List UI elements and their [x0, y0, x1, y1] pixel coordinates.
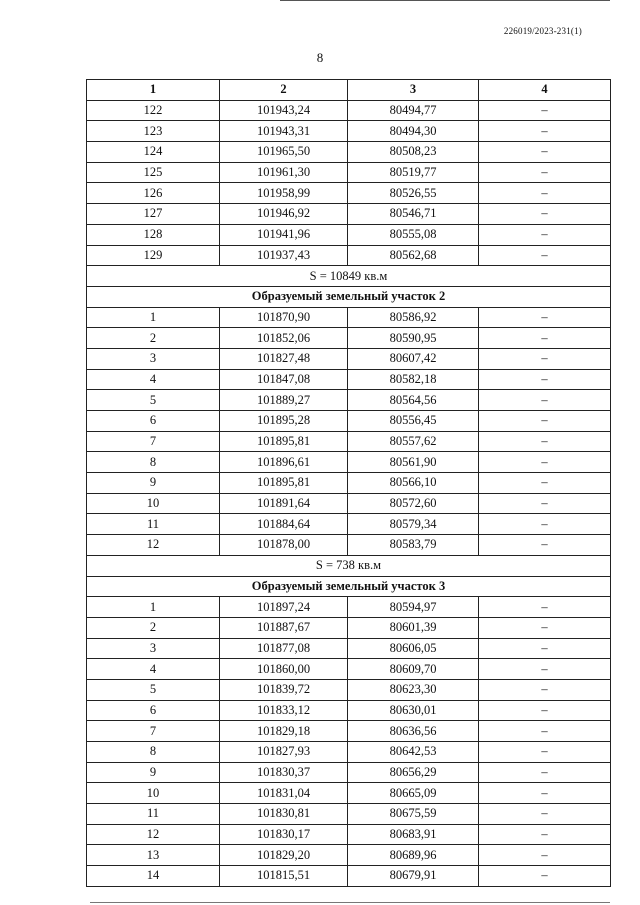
- x-coordinate-cell: 101877,08: [220, 638, 348, 659]
- x-coordinate-cell: 101830,81: [220, 804, 348, 825]
- table-row: [87, 679, 611, 700]
- note-cell: –: [479, 845, 611, 866]
- document-number: 226019/2023-231(1): [503, 26, 582, 36]
- y-coordinate-cell: 80557,62: [348, 431, 479, 452]
- x-coordinate-cell: 101827,48: [220, 348, 348, 369]
- x-coordinate-cell: 101878,00: [220, 535, 348, 556]
- point-number-cell: 5: [87, 679, 220, 700]
- note-cell: –: [479, 348, 611, 369]
- point-number-cell: 127: [87, 204, 220, 225]
- x-coordinate-cell: 101831,04: [220, 783, 348, 804]
- note-cell: –: [479, 224, 611, 245]
- header-col-2: 2: [220, 80, 348, 101]
- y-coordinate-cell: 80582,18: [348, 369, 479, 390]
- table-header-row: [87, 80, 611, 101]
- table-row: [87, 121, 611, 142]
- point-number-cell: 12: [87, 535, 220, 556]
- bottom-rule: [90, 902, 610, 903]
- point-number-cell: 1: [87, 597, 220, 618]
- point-number-cell: 126: [87, 183, 220, 204]
- table-row: [87, 224, 611, 245]
- note-cell: –: [479, 411, 611, 432]
- note-cell: –: [479, 638, 611, 659]
- y-coordinate-cell: 80683,91: [348, 824, 479, 845]
- x-coordinate-cell: 101891,64: [220, 493, 348, 514]
- note-cell: –: [479, 390, 611, 411]
- x-coordinate-cell: 101941,96: [220, 224, 348, 245]
- x-coordinate-cell: 101839,72: [220, 679, 348, 700]
- point-number-cell: 2: [87, 328, 220, 349]
- note-cell: –: [479, 597, 611, 618]
- point-number-cell: 8: [87, 452, 220, 473]
- note-cell: –: [479, 742, 611, 763]
- table-row: [87, 721, 611, 742]
- y-coordinate-cell: 80583,79: [348, 535, 479, 556]
- point-number-cell: 10: [87, 783, 220, 804]
- point-number-cell: 122: [87, 100, 220, 121]
- table-row: [87, 245, 611, 266]
- table-row: [87, 783, 611, 804]
- x-coordinate-cell: 101943,31: [220, 121, 348, 142]
- y-coordinate-cell: 80561,90: [348, 452, 479, 473]
- table-row: [87, 142, 611, 163]
- note-cell: –: [479, 783, 611, 804]
- note-cell: –: [479, 473, 611, 494]
- point-number-cell: 3: [87, 348, 220, 369]
- table-row: [87, 762, 611, 783]
- point-number-cell: 4: [87, 659, 220, 680]
- point-number-cell: 1: [87, 307, 220, 328]
- note-cell: –: [479, 535, 611, 556]
- x-coordinate-cell: 101847,08: [220, 369, 348, 390]
- area-total-row: [87, 555, 611, 576]
- table-row: [87, 162, 611, 183]
- point-number-cell: 12: [87, 824, 220, 845]
- y-coordinate-cell: 80642,53: [348, 742, 479, 763]
- note-cell: –: [479, 659, 611, 680]
- x-coordinate-cell: 101895,28: [220, 411, 348, 432]
- x-coordinate-cell: 101895,81: [220, 431, 348, 452]
- table-row: [87, 431, 611, 452]
- table-row: [87, 204, 611, 225]
- point-number-cell: 14: [87, 866, 220, 887]
- y-coordinate-cell: 80546,71: [348, 204, 479, 225]
- table-row: [87, 514, 611, 535]
- x-coordinate-cell: 101958,99: [220, 183, 348, 204]
- y-coordinate-cell: 80564,56: [348, 390, 479, 411]
- point-number-cell: 124: [87, 142, 220, 163]
- table-row: [87, 742, 611, 763]
- note-cell: –: [479, 183, 611, 204]
- table-row: [87, 597, 611, 618]
- note-cell: –: [479, 679, 611, 700]
- table-row: [87, 369, 611, 390]
- table-row: [87, 493, 611, 514]
- x-coordinate-cell: 101895,81: [220, 473, 348, 494]
- note-cell: –: [479, 307, 611, 328]
- x-coordinate-cell: 101829,20: [220, 845, 348, 866]
- x-coordinate-cell: 101884,64: [220, 514, 348, 535]
- note-cell: –: [479, 369, 611, 390]
- note-cell: –: [479, 328, 611, 349]
- y-coordinate-cell: 80665,09: [348, 783, 479, 804]
- y-coordinate-cell: 80586,92: [348, 307, 479, 328]
- table-row: [87, 307, 611, 328]
- y-coordinate-cell: 80494,30: [348, 121, 479, 142]
- note-cell: –: [479, 721, 611, 742]
- table-row: [87, 804, 611, 825]
- area-total: S = 10849 кв.м: [87, 266, 611, 287]
- note-cell: –: [479, 514, 611, 535]
- table-row: [87, 866, 611, 887]
- note-cell: –: [479, 142, 611, 163]
- page-number: 8: [316, 50, 324, 65]
- note-cell: –: [479, 824, 611, 845]
- point-number-cell: 4: [87, 369, 220, 390]
- x-coordinate-cell: 101870,90: [220, 307, 348, 328]
- table-row: [87, 824, 611, 845]
- x-coordinate-cell: 101965,50: [220, 142, 348, 163]
- note-cell: –: [479, 762, 611, 783]
- y-coordinate-cell: 80675,59: [348, 804, 479, 825]
- y-coordinate-cell: 80607,42: [348, 348, 479, 369]
- y-coordinate-cell: 80579,34: [348, 514, 479, 535]
- point-number-cell: 7: [87, 431, 220, 452]
- note-cell: –: [479, 431, 611, 452]
- x-coordinate-cell: 101961,30: [220, 162, 348, 183]
- y-coordinate-cell: 80590,95: [348, 328, 479, 349]
- point-number-cell: 8: [87, 742, 220, 763]
- table-row: [87, 328, 611, 349]
- note-cell: –: [479, 121, 611, 142]
- y-coordinate-cell: 80566,10: [348, 473, 479, 494]
- x-coordinate-cell: 101896,61: [220, 452, 348, 473]
- table-row: [87, 183, 611, 204]
- y-coordinate-cell: 80526,55: [348, 183, 479, 204]
- point-number-cell: 3: [87, 638, 220, 659]
- coordinates-table: [86, 79, 611, 887]
- table-row: [87, 845, 611, 866]
- point-number-cell: 129: [87, 245, 220, 266]
- table-row: [87, 100, 611, 121]
- y-coordinate-cell: 80562,68: [348, 245, 479, 266]
- area-total-row: [87, 266, 611, 287]
- y-coordinate-cell: 80494,77: [348, 100, 479, 121]
- section-title: Образуемый земельный участок 2: [87, 286, 611, 307]
- table-row: [87, 617, 611, 638]
- point-number-cell: 9: [87, 762, 220, 783]
- point-number-cell: 7: [87, 721, 220, 742]
- table-row: [87, 638, 611, 659]
- x-coordinate-cell: 101887,67: [220, 617, 348, 638]
- note-cell: –: [479, 452, 611, 473]
- note-cell: –: [479, 204, 611, 225]
- x-coordinate-cell: 101860,00: [220, 659, 348, 680]
- point-number-cell: 11: [87, 804, 220, 825]
- y-coordinate-cell: 80636,56: [348, 721, 479, 742]
- x-coordinate-cell: 101830,17: [220, 824, 348, 845]
- y-coordinate-cell: 80556,45: [348, 411, 479, 432]
- point-number-cell: 125: [87, 162, 220, 183]
- y-coordinate-cell: 80594,97: [348, 597, 479, 618]
- table-row: [87, 452, 611, 473]
- y-coordinate-cell: 80689,96: [348, 845, 479, 866]
- table-row: [87, 700, 611, 721]
- point-number-cell: 9: [87, 473, 220, 494]
- x-coordinate-cell: 101889,27: [220, 390, 348, 411]
- y-coordinate-cell: 80623,30: [348, 679, 479, 700]
- header-col-3: 3: [348, 80, 479, 101]
- x-coordinate-cell: 101943,24: [220, 100, 348, 121]
- note-cell: –: [479, 700, 611, 721]
- y-coordinate-cell: 80609,70: [348, 659, 479, 680]
- table-row: [87, 535, 611, 556]
- table-body: [87, 100, 611, 886]
- note-cell: –: [479, 162, 611, 183]
- header-col-4: 4: [479, 80, 611, 101]
- table-row: [87, 473, 611, 494]
- table-row: [87, 659, 611, 680]
- note-cell: –: [479, 245, 611, 266]
- x-coordinate-cell: 101815,51: [220, 866, 348, 887]
- point-number-cell: 2: [87, 617, 220, 638]
- top-rule: [280, 0, 610, 1]
- point-number-cell: 6: [87, 700, 220, 721]
- note-cell: –: [479, 804, 611, 825]
- y-coordinate-cell: 80519,77: [348, 162, 479, 183]
- y-coordinate-cell: 80601,39: [348, 617, 479, 638]
- section-title-row: [87, 576, 611, 597]
- y-coordinate-cell: 80656,29: [348, 762, 479, 783]
- y-coordinate-cell: 80572,60: [348, 493, 479, 514]
- x-coordinate-cell: 101852,06: [220, 328, 348, 349]
- table-row: [87, 390, 611, 411]
- note-cell: –: [479, 866, 611, 887]
- y-coordinate-cell: 80555,08: [348, 224, 479, 245]
- point-number-cell: 5: [87, 390, 220, 411]
- point-number-cell: 128: [87, 224, 220, 245]
- table-row: [87, 348, 611, 369]
- point-number-cell: 10: [87, 493, 220, 514]
- y-coordinate-cell: 80630,01: [348, 700, 479, 721]
- x-coordinate-cell: 101827,93: [220, 742, 348, 763]
- point-number-cell: 123: [87, 121, 220, 142]
- note-cell: –: [479, 493, 611, 514]
- point-number-cell: 11: [87, 514, 220, 535]
- point-number-cell: 13: [87, 845, 220, 866]
- table-row: [87, 411, 611, 432]
- x-coordinate-cell: 101830,37: [220, 762, 348, 783]
- section-title-row: [87, 286, 611, 307]
- y-coordinate-cell: 80679,91: [348, 866, 479, 887]
- note-cell: –: [479, 617, 611, 638]
- x-coordinate-cell: 101937,43: [220, 245, 348, 266]
- header-col-1: 1: [87, 80, 220, 101]
- x-coordinate-cell: 101833,12: [220, 700, 348, 721]
- note-cell: –: [479, 100, 611, 121]
- area-total: S = 738 кв.м: [87, 555, 611, 576]
- y-coordinate-cell: 80606,05: [348, 638, 479, 659]
- x-coordinate-cell: 101946,92: [220, 204, 348, 225]
- x-coordinate-cell: 101897,24: [220, 597, 348, 618]
- y-coordinate-cell: 80508,23: [348, 142, 479, 163]
- x-coordinate-cell: 101829,18: [220, 721, 348, 742]
- section-title: Образуемый земельный участок 3: [87, 576, 611, 597]
- point-number-cell: 6: [87, 411, 220, 432]
